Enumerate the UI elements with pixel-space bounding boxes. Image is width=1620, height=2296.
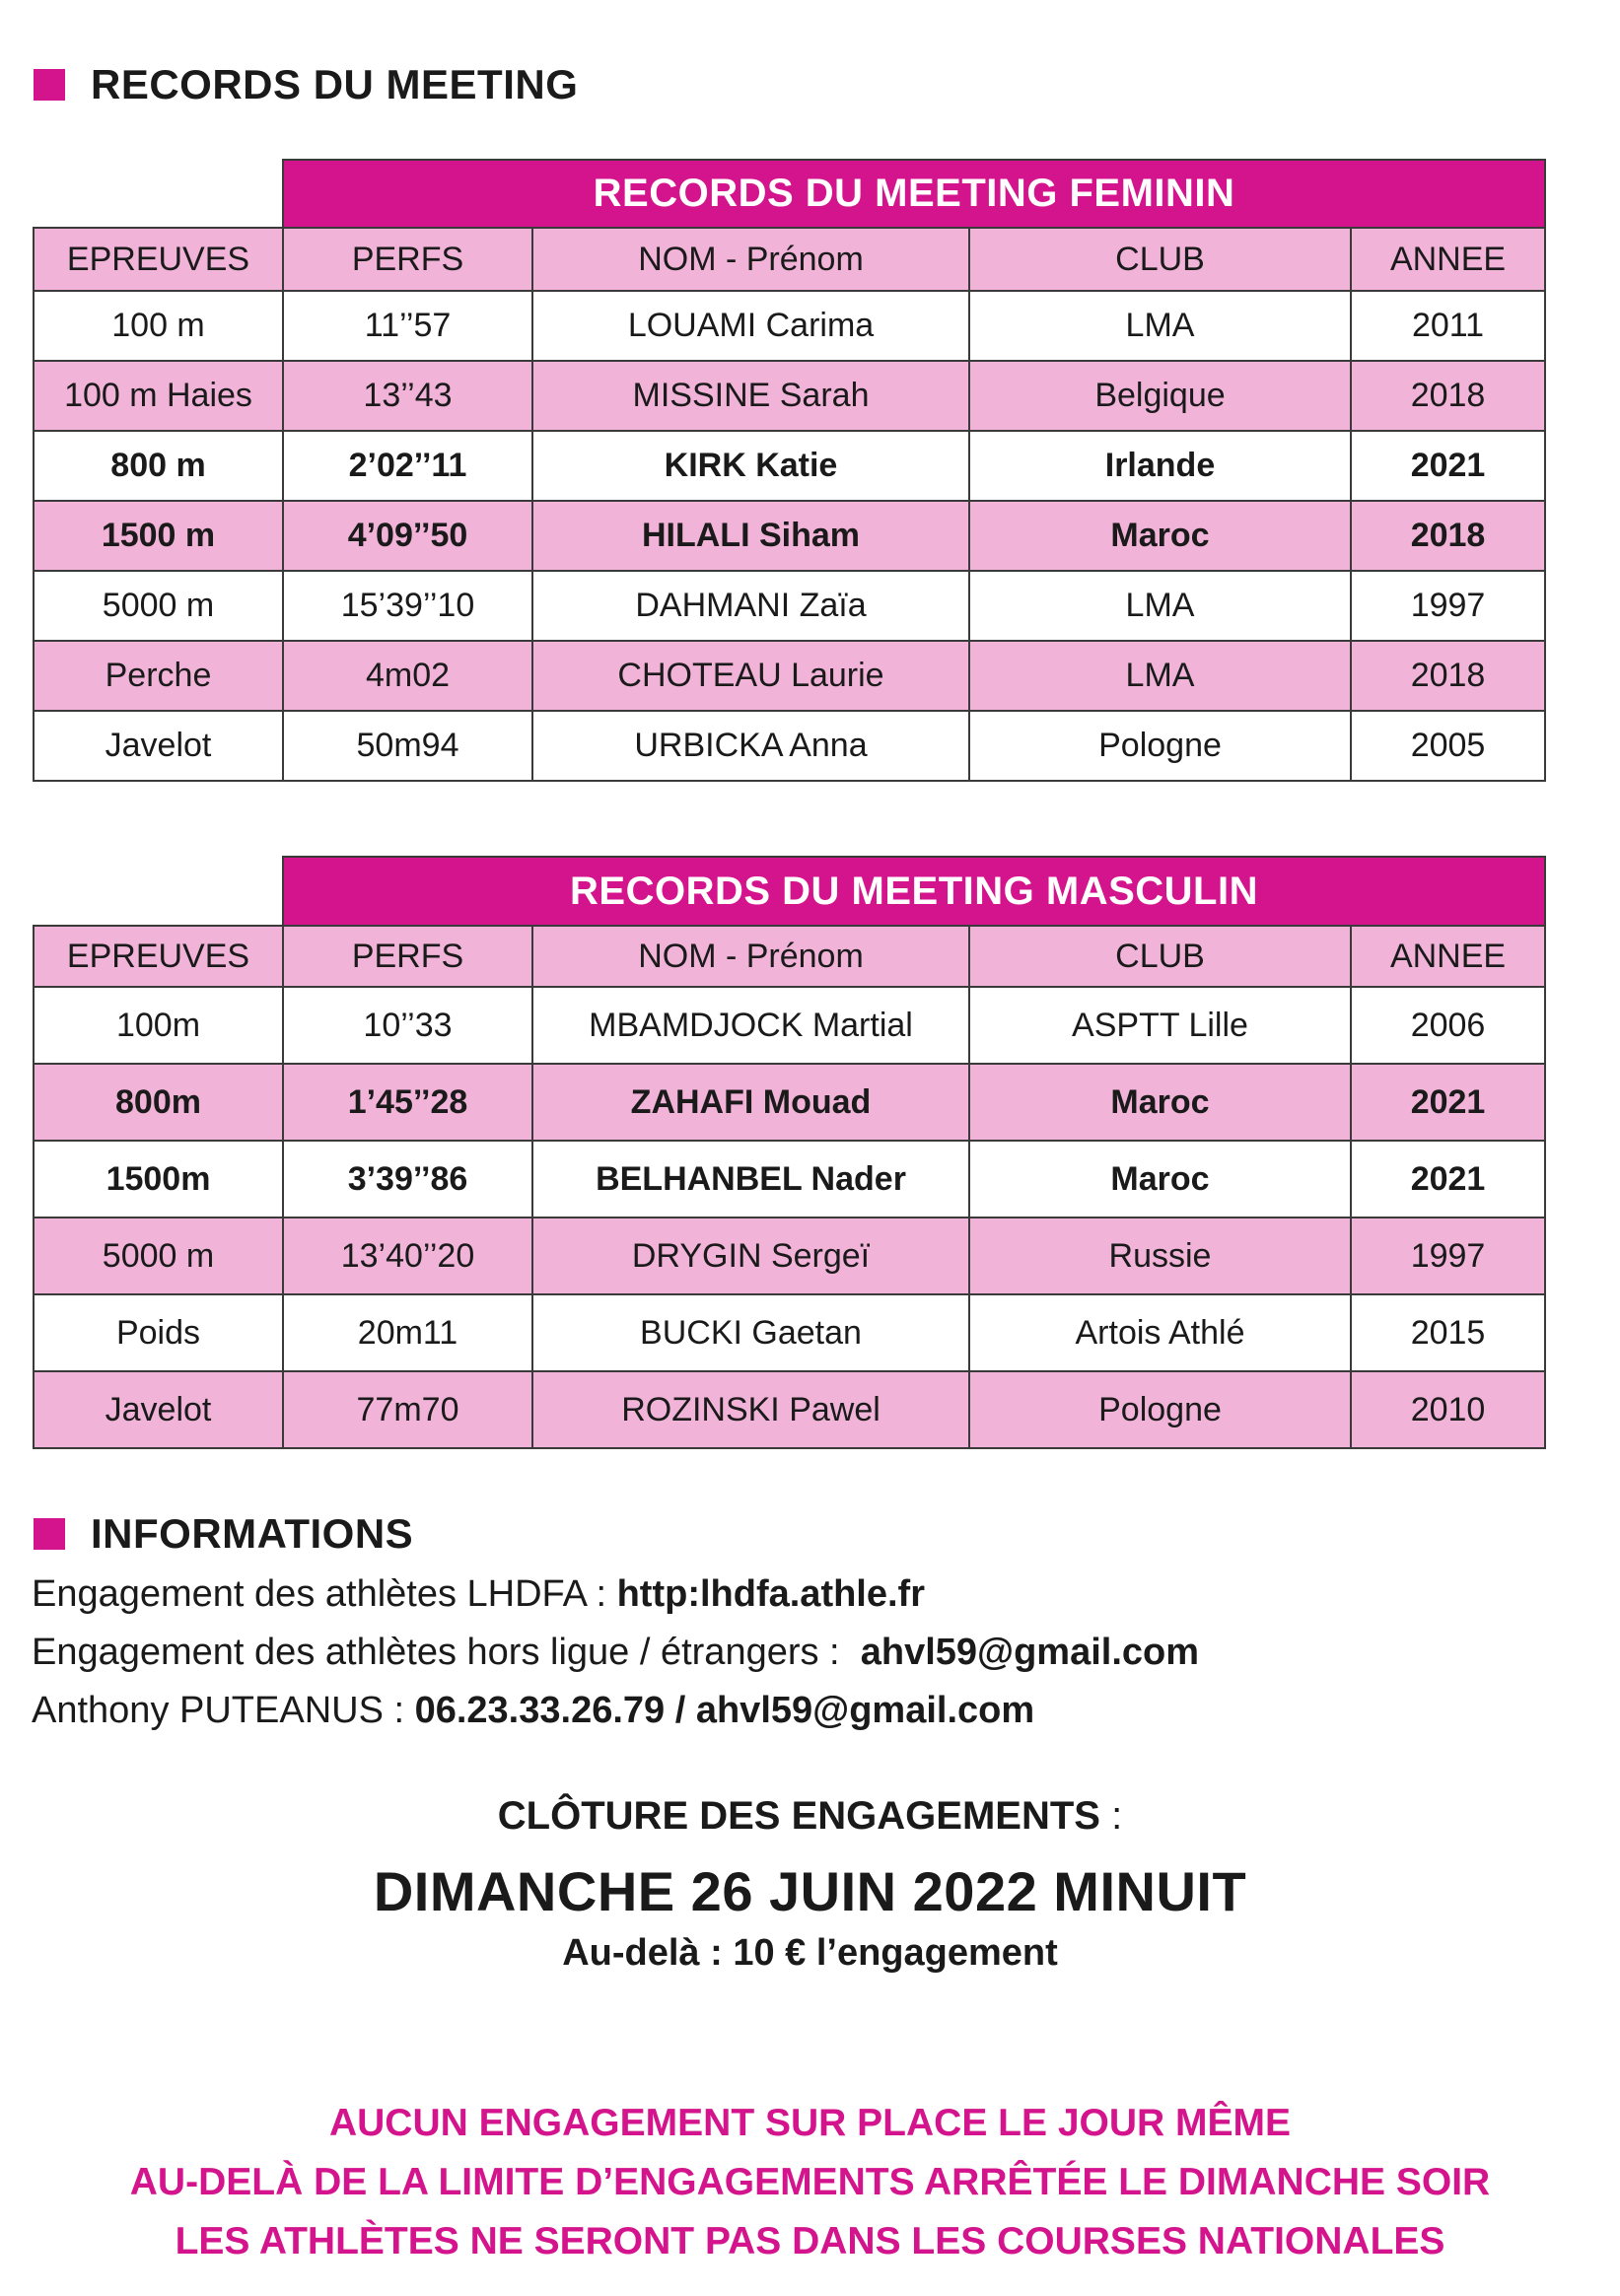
- info-line-hors-ligue: [32, 1624, 1199, 1682]
- col-header-annee: ANNEE: [1351, 926, 1545, 987]
- cell-annee: 1997: [1351, 571, 1545, 641]
- email-link[interactable]: ahvl59@gmail.com: [860, 1632, 1200, 1673]
- cell-club: LMA: [969, 291, 1351, 361]
- cell-epreuve: 100m: [34, 987, 283, 1064]
- cell-epreuve: Perche: [34, 641, 283, 711]
- cell-epreuve: 100 m: [34, 291, 283, 361]
- cell-epreuve: 5000 m: [34, 571, 283, 641]
- cell-nom: KIRK Katie: [532, 431, 969, 501]
- square-bullet-icon: [34, 1518, 65, 1550]
- cell-perf: 13’40’’20: [283, 1218, 532, 1294]
- cell-perf: 2’02’’11: [283, 431, 532, 501]
- col-header-annee: ANNEE: [1351, 228, 1545, 291]
- table-row: [34, 501, 1545, 571]
- informations-heading: [34, 1510, 413, 1558]
- cell-perf: 10’’33: [283, 987, 532, 1064]
- table-row: [34, 431, 1545, 501]
- col-header-epreuves: EPREUVES: [34, 926, 283, 987]
- cell-annee: 2021: [1351, 431, 1545, 501]
- table-title-masculin: RECORDS DU MEETING MASCULIN: [283, 857, 1545, 926]
- cell-perf: 4m02: [283, 641, 532, 711]
- cell-nom: MBAMDJOCK Martial: [532, 987, 969, 1064]
- table-header-row: [34, 926, 1545, 987]
- cell-nom: ROZINSKI Pawel: [532, 1371, 969, 1448]
- cell-annee: 2005: [1351, 711, 1545, 781]
- table-row: [34, 361, 1545, 431]
- cell-annee: 2018: [1351, 361, 1545, 431]
- cell-club: Pologne: [969, 711, 1351, 781]
- cell-epreuve: Javelot: [34, 711, 283, 781]
- cell-epreuve: 800 m: [34, 431, 283, 501]
- cloture-date: DIMANCHE 26 JUIN 2022 MINUIT: [373, 1860, 1247, 1922]
- contact-details: 06.23.33.26.79 / ahvl59@gmail.com: [414, 1690, 1035, 1731]
- warning-line: AUCUN ENGAGEMENT SUR PLACE LE JOUR MÊME: [328, 2102, 1292, 2144]
- table-row: [34, 1371, 1545, 1448]
- table-row: [34, 711, 1545, 781]
- cell-club: LMA: [969, 641, 1351, 711]
- cell-epreuve: Poids: [34, 1294, 283, 1371]
- cell-epreuve: 1500 m: [34, 501, 283, 571]
- info-label: Engagement des athlètes hors ligue / étrangers :: [32, 1632, 861, 1673]
- records-heading: [34, 61, 578, 108]
- records-heading-label: RECORDS DU MEETING: [91, 61, 579, 107]
- cell-nom: BUCKI Gaetan: [532, 1294, 969, 1371]
- cell-perf: 11’’57: [283, 291, 532, 361]
- cell-nom: LOUAMI Carima: [532, 291, 969, 361]
- warning-block: [0, 2094, 1620, 2271]
- table-row: [34, 1218, 1545, 1294]
- cell-epreuve: 5000 m: [34, 1218, 283, 1294]
- cell-nom: BELHANBEL Nader: [532, 1141, 969, 1218]
- cell-epreuve: 100 m Haies: [34, 361, 283, 431]
- cell-annee: 2018: [1351, 641, 1545, 711]
- cell-nom: ZAHAFI Mouad: [532, 1064, 969, 1141]
- informations-heading-label: INFORMATIONS: [91, 1510, 414, 1557]
- cell-annee: 2006: [1351, 987, 1545, 1064]
- cell-perf: 77m70: [283, 1371, 532, 1448]
- cell-nom: HILALI Siham: [532, 501, 969, 571]
- square-bullet-icon: [34, 69, 65, 101]
- info-block: [32, 1565, 1199, 1740]
- col-header-perfs: PERFS: [283, 228, 532, 291]
- col-header-club: CLUB: [969, 228, 1351, 291]
- table-feminin: [33, 159, 1546, 782]
- table-row: [34, 1064, 1545, 1141]
- cell-epreuve: 800m: [34, 1064, 283, 1141]
- warning-line: AU-DELÀ DE LA LIMITE D’ENGAGEMENTS ARRÊTÉE LE DIMANCHE SOIR: [129, 2161, 1491, 2203]
- cell-annee: 2015: [1351, 1294, 1545, 1371]
- table-row: [34, 571, 1545, 641]
- col-header-nom: NOM - Prénom: [532, 228, 969, 291]
- cell-club: Maroc: [969, 501, 1351, 571]
- cell-nom: URBICKA Anna: [532, 711, 969, 781]
- cell-annee: 2011: [1351, 291, 1545, 361]
- cell-annee: 2018: [1351, 501, 1545, 571]
- cell-annee: 2021: [1351, 1141, 1545, 1218]
- cell-club: Irlande: [969, 431, 1351, 501]
- table-corner: [34, 857, 283, 926]
- cell-nom: CHOTEAU Laurie: [532, 641, 969, 711]
- table-corner: [34, 160, 283, 228]
- info-label: Engagement des athlètes LHDFA :: [32, 1573, 617, 1615]
- col-header-perfs: PERFS: [283, 926, 532, 987]
- cloture-label: CLÔTURE DES ENGAGEMENTS: [497, 1794, 1100, 1838]
- cell-nom: DRYGIN Sergeï: [532, 1218, 969, 1294]
- table-masculin: [33, 856, 1546, 1449]
- table-row: [34, 1141, 1545, 1218]
- col-header-club: CLUB: [969, 926, 1351, 987]
- cloture-heading: [0, 1794, 1620, 1839]
- cell-club: Maroc: [969, 1064, 1351, 1141]
- col-header-epreuves: EPREUVES: [34, 228, 283, 291]
- warning-line: LES ATHLÈTES NE SERONT PAS DANS LES COURSES NATIONALES: [175, 2220, 1445, 2262]
- table-row: [34, 291, 1545, 361]
- cell-club: Pologne: [969, 1371, 1351, 1448]
- cell-club: Maroc: [969, 1141, 1351, 1218]
- cell-club: Artois Athlé: [969, 1294, 1351, 1371]
- cell-annee: 2021: [1351, 1064, 1545, 1141]
- cell-nom: MISSINE Sarah: [532, 361, 969, 431]
- cell-club: LMA: [969, 571, 1351, 641]
- cell-perf: 15’39’’10: [283, 571, 532, 641]
- cell-perf: 20m11: [283, 1294, 532, 1371]
- cell-nom: DAHMANI Zaïa: [532, 571, 969, 641]
- cell-perf: 4’09’’50: [283, 501, 532, 571]
- cell-club: Belgique: [969, 361, 1351, 431]
- cell-epreuve: 1500m: [34, 1141, 283, 1218]
- cell-perf: 50m94: [283, 711, 532, 781]
- lhdfa-link[interactable]: http:lhdfa.athle.fr: [616, 1573, 925, 1615]
- cloture-colon: :: [1099, 1794, 1123, 1838]
- cell-perf: 3’39’’86: [283, 1141, 532, 1218]
- table-row: [34, 987, 1545, 1064]
- cell-club: Russie: [969, 1218, 1351, 1294]
- cell-epreuve: Javelot: [34, 1371, 283, 1448]
- cell-perf: 13’’43: [283, 361, 532, 431]
- info-line-contact: [32, 1682, 1199, 1740]
- table-row: [34, 1294, 1545, 1371]
- info-line-lhdfa: [32, 1565, 1199, 1624]
- cell-annee: 1997: [1351, 1218, 1545, 1294]
- table-row: [34, 641, 1545, 711]
- table-header-row: [34, 228, 1545, 291]
- cell-annee: 2010: [1351, 1371, 1545, 1448]
- cell-perf: 1’45’’28: [283, 1064, 532, 1141]
- col-header-nom: NOM - Prénom: [532, 926, 969, 987]
- late-fee: Au-delà : 10 € l’engagement: [562, 1932, 1058, 1974]
- info-label: Anthony PUTEANUS :: [32, 1690, 415, 1731]
- table-title-feminin: RECORDS DU MEETING FEMININ: [283, 160, 1545, 228]
- cell-club: ASPTT Lille: [969, 987, 1351, 1064]
